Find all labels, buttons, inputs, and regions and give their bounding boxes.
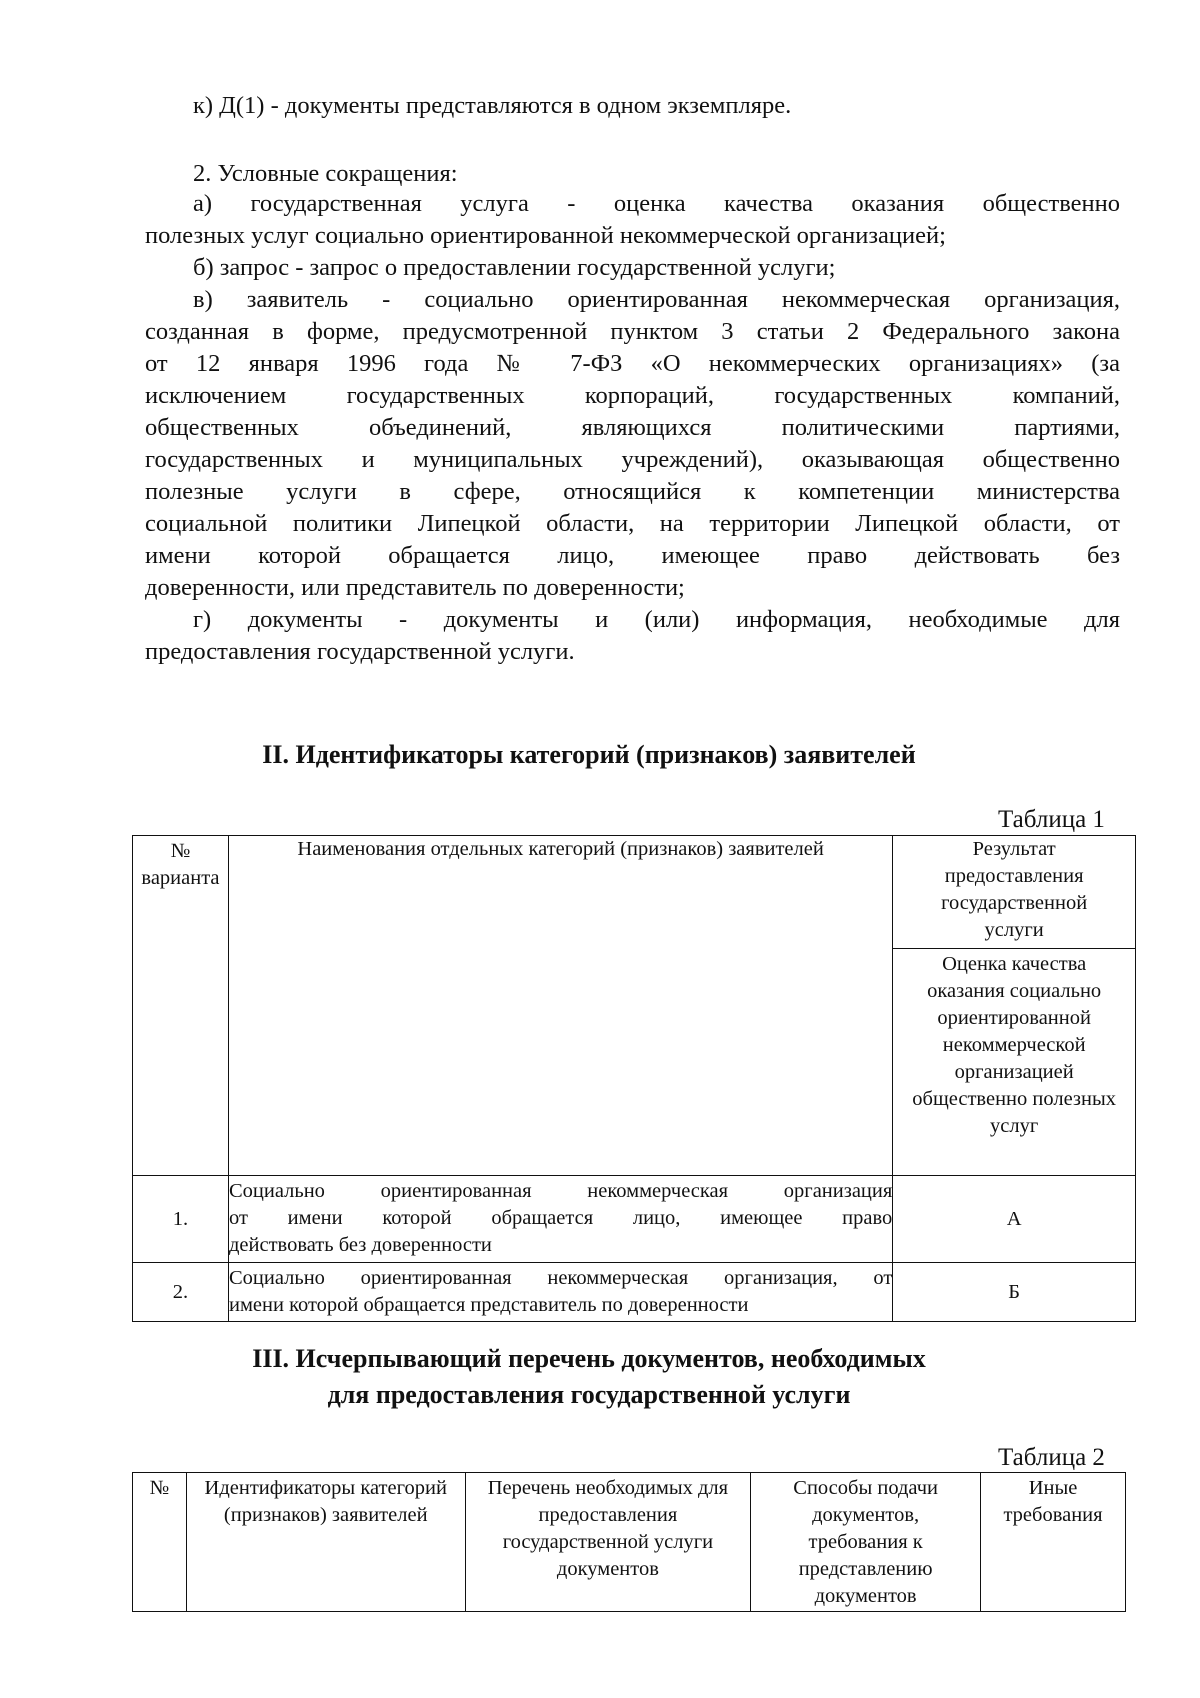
- table-1-head-result: Результат предоставления государственной услуги: [893, 836, 1136, 949]
- table-2-head-other: Иные требования: [981, 1473, 1126, 1612]
- abbr-title: 2. Условные сокращения:: [193, 160, 458, 187]
- table-1-row-category: Социально ориентированная некоммерческая организация, от имени которой обращается представитель по доверенности: [228, 1263, 892, 1322]
- table-2-head-num: №: [133, 1473, 187, 1612]
- section-2-title: II. Идентификаторы категорий (признаков) заявителей: [262, 740, 916, 769]
- abbr-b: б) запрос - запрос о предоставлении государственной услуги;: [193, 254, 836, 281]
- table-2-caption: Таблица 2: [998, 1444, 1105, 1471]
- abbr-v-line: полезные услуги в сфере, относящийся к компетенции министерства: [145, 478, 1120, 505]
- abbr-v-line: имени которой обращается лицо, имеющее право действовать без: [145, 542, 1120, 569]
- abbr-a-line2: полезных услуг социально ориентированной некоммерческой организацией;: [145, 222, 946, 249]
- item-k: к) Д(1) - документы представляются в одном экземпляре.: [193, 92, 792, 119]
- abbr-v-last-line: доверенности, или представитель по доверенности;: [145, 574, 685, 601]
- table-2-head-list: Перечень необходимых для предоставления государственной услуги документов: [465, 1473, 751, 1612]
- table-1-row-result: А: [893, 1176, 1136, 1263]
- abbr-v-line: исключением государственных корпораций, государственных компаний,: [145, 382, 1120, 409]
- table-1: [132, 835, 1136, 1322]
- abbr-g-line1: г) документы - документы и (или) информация, необходимые для: [193, 606, 1120, 633]
- abbr-v-line: от 12 января 1996 года № 7-ФЗ «О некоммерческих организациях» (за: [145, 350, 1120, 377]
- table-1-row-result: Б: [893, 1263, 1136, 1322]
- table-1-head-name: Наименования отдельных категорий (признаков) заявителей: [228, 836, 892, 1176]
- table-1-row-num: 2.: [133, 1263, 229, 1322]
- abbr-v-line: в) заявитель - социально ориентированная некоммерческая организация,: [193, 286, 1120, 313]
- table-2-head-ident: Идентификаторы категорий (признаков) заявителей: [186, 1473, 465, 1612]
- table-2: [132, 1472, 1126, 1612]
- abbr-v-line: социальной политики Липецкой области, на территории Липецкой области, от: [145, 510, 1120, 537]
- abbr-v-line: государственных и муниципальных учреждений), оказывающая общественно: [145, 446, 1120, 473]
- table-2-head-methods: Способы подачи документов, требования к представлению документов: [751, 1473, 981, 1612]
- abbr-g-line2: предоставления государственной услуги.: [145, 638, 575, 665]
- table-1-head-result-sub: Оценка качества оказания социально ориентированной некоммерческой организацией общественно полезных услуг: [893, 949, 1136, 1176]
- table-1-row-num: 1.: [133, 1176, 229, 1263]
- abbr-v-line: общественных объединений, являющихся политическими партиями,: [145, 414, 1120, 441]
- section-3-title-line2: для предоставления государственной услуги: [327, 1380, 851, 1409]
- table-1-caption: Таблица 1: [998, 806, 1105, 833]
- table-1-head-num: № варианта: [133, 836, 229, 1176]
- abbr-a-line1: а) государственная услуга - оценка качества оказания общественно: [193, 190, 1120, 217]
- abbr-v-line: созданная в форме, предусмотренной пунктом 3 статьи 2 Федерального закона: [145, 318, 1120, 345]
- table-1-row-category: Социально ориентированная некоммерческая организация от имени которой обращается лицо, имеющее право действовать без доверенности: [228, 1176, 892, 1263]
- section-3-title-line1: III. Исчерпывающий перечень документов, необходимых: [252, 1344, 926, 1373]
